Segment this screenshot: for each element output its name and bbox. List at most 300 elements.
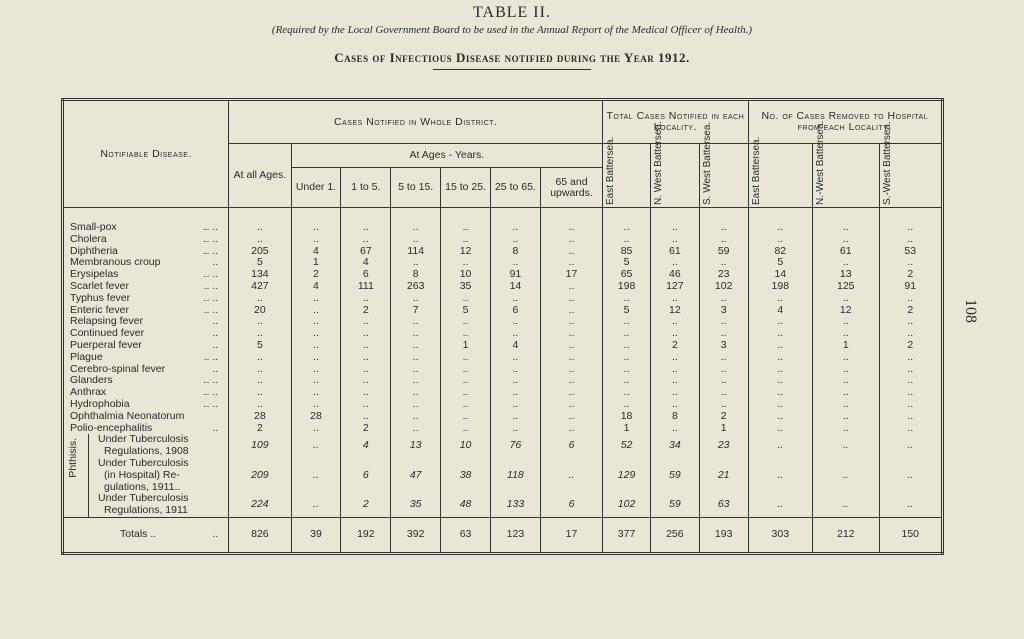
- disease-name: Small-pox: [70, 221, 117, 233]
- value-cell: 134: [229, 269, 291, 281]
- value-cell: 205: [229, 246, 291, 258]
- value-cell: ..: [441, 293, 491, 305]
- value-cell: ..: [813, 328, 879, 340]
- disease-name: Glanders: [70, 374, 113, 387]
- value-cell: ..: [879, 434, 943, 458]
- value-cell: ..: [748, 458, 812, 493]
- spacer-cell: [441, 208, 491, 223]
- value-cell: 85: [603, 246, 651, 258]
- age-header: Under 1.: [291, 168, 341, 208]
- total-cell: 392: [391, 517, 441, 553]
- value-cell: ..: [490, 316, 540, 328]
- value-cell: ..: [341, 340, 391, 352]
- value-cell: 224: [229, 493, 291, 517]
- value-cell: ..: [229, 234, 291, 246]
- value-cell: ..: [748, 493, 812, 517]
- phthisis-name-cell: [63, 493, 229, 517]
- value-cell: 114: [391, 246, 441, 258]
- spacer-cell: [650, 208, 699, 223]
- value-cell: 111: [341, 281, 391, 293]
- value-cell: ..: [603, 222, 651, 234]
- dot-leader: ..: [212, 256, 219, 269]
- value-cell: ..: [699, 328, 748, 340]
- table-row: [63, 375, 943, 387]
- value-cell: ..: [291, 234, 341, 246]
- value-cell: 91: [490, 269, 540, 281]
- removed-header-nwest: N.-West Battersea.: [813, 144, 879, 208]
- value-cell: 4: [490, 340, 540, 352]
- value-cell: 263: [391, 281, 441, 293]
- value-cell: 63: [699, 493, 748, 517]
- value-cell: ..: [813, 387, 879, 399]
- value-cell: ..: [813, 293, 879, 305]
- table-heading: Cases of Infectious Disease notified during the Year 1912.: [334, 50, 690, 65]
- value-cell: 46: [650, 269, 699, 281]
- age-header: 15 to 25.: [441, 168, 491, 208]
- phthisis-name-line: Regulations, 1908: [104, 445, 189, 458]
- value-cell: 10: [441, 434, 491, 458]
- value-cell: ..: [291, 352, 341, 364]
- value-cell: ..: [603, 364, 651, 376]
- table-row: [63, 352, 943, 364]
- value-cell: ..: [540, 423, 602, 435]
- value-cell: 109: [229, 434, 291, 458]
- value-cell: ..: [391, 399, 441, 411]
- value-cell: 4: [291, 281, 341, 293]
- value-cell: 118: [490, 458, 540, 493]
- value-cell: ..: [341, 328, 391, 340]
- spacer-cell: [63, 208, 229, 223]
- total-cell: 377: [603, 517, 651, 553]
- age-header: 65 and upwards.: [540, 168, 602, 208]
- value-cell: ..: [879, 222, 943, 234]
- phthisis-name-line: Regulations, 1911: [104, 504, 188, 517]
- value-cell: ..: [540, 411, 602, 423]
- total-cell: 256: [650, 517, 699, 553]
- value-cell: ..: [879, 375, 943, 387]
- value-cell: ..: [879, 423, 943, 435]
- value-cell: ..: [540, 234, 602, 246]
- value-cell: 14: [748, 269, 812, 281]
- value-cell: 4: [341, 257, 391, 269]
- value-cell: ..: [650, 387, 699, 399]
- phthisis-row: [63, 434, 943, 458]
- value-cell: 61: [813, 246, 879, 258]
- value-cell: ..: [813, 493, 879, 517]
- value-cell: 18: [603, 411, 651, 423]
- value-cell: ..: [490, 399, 540, 411]
- phthisis-name-cell: [63, 458, 229, 493]
- value-cell: 5: [229, 257, 291, 269]
- table-row: [63, 399, 943, 411]
- phthisis-name-line: (in Hospital) Re-: [104, 468, 180, 481]
- value-cell: 133: [490, 493, 540, 517]
- value-cell: 48: [441, 493, 491, 517]
- value-cell: ..: [879, 493, 943, 517]
- table-row: [63, 281, 943, 293]
- value-cell: ..: [879, 316, 943, 328]
- value-cell: ..: [391, 411, 441, 423]
- value-cell: 17: [540, 269, 602, 281]
- value-cell: ..: [490, 328, 540, 340]
- disease-name: Typhus fever: [70, 291, 131, 304]
- value-cell: 12: [650, 305, 699, 317]
- value-cell: 102: [603, 493, 651, 517]
- value-cell: ..: [603, 387, 651, 399]
- total-cell: 150: [879, 517, 943, 553]
- value-cell: ..: [341, 411, 391, 423]
- value-cell: 3: [699, 340, 748, 352]
- value-cell: ..: [699, 257, 748, 269]
- value-cell: ..: [650, 222, 699, 234]
- value-cell: ..: [699, 364, 748, 376]
- value-cell: ..: [391, 423, 441, 435]
- table-row: [63, 316, 943, 328]
- totals-row: [63, 517, 943, 553]
- value-cell: ..: [291, 340, 341, 352]
- dot-leader: ..: [212, 315, 219, 328]
- value-cell: ..: [748, 222, 812, 234]
- value-cell: ..: [291, 328, 341, 340]
- table-row: [63, 269, 943, 281]
- value-cell: ..: [490, 364, 540, 376]
- value-cell: ..: [650, 399, 699, 411]
- value-cell: ..: [540, 281, 602, 293]
- value-cell: ..: [748, 340, 812, 352]
- spacer-cell: [391, 208, 441, 223]
- dot-leader: ..: [212, 421, 219, 434]
- age-header: 25 to 65.: [490, 168, 540, 208]
- brace-line: [88, 434, 89, 458]
- value-cell: ..: [540, 364, 602, 376]
- spacer-cell: [699, 208, 748, 223]
- value-cell: ..: [540, 399, 602, 411]
- table-row: [63, 340, 943, 352]
- value-cell: ..: [650, 257, 699, 269]
- value-cell: ..: [603, 234, 651, 246]
- value-cell: ..: [229, 222, 291, 234]
- value-cell: ..: [748, 434, 812, 458]
- value-cell: ..: [229, 387, 291, 399]
- phthisis-row: [63, 493, 943, 517]
- value-cell: ..: [650, 234, 699, 246]
- value-cell: ..: [879, 293, 943, 305]
- value-cell: ..: [291, 316, 341, 328]
- value-cell: 12: [813, 305, 879, 317]
- total-locality-header: Total Cases Notified in each Locality.: [603, 100, 748, 144]
- age-header: 1 to 5.: [341, 168, 391, 208]
- value-cell: ..: [879, 364, 943, 376]
- value-cell: ..: [291, 387, 341, 399]
- value-cell: ..: [813, 257, 879, 269]
- value-cell: ..: [341, 293, 391, 305]
- value-cell: 8: [650, 411, 699, 423]
- table-row: [63, 305, 943, 317]
- value-cell: 38: [441, 458, 491, 493]
- value-cell: ..: [879, 458, 943, 493]
- value-cell: ..: [748, 328, 812, 340]
- value-cell: ..: [441, 234, 491, 246]
- value-cell: 7: [391, 305, 441, 317]
- table-title: TABLE II.: [473, 4, 551, 21]
- value-cell: ..: [441, 352, 491, 364]
- value-cell: 10: [441, 269, 491, 281]
- value-cell: ..: [540, 293, 602, 305]
- value-cell: 2: [341, 423, 391, 435]
- dot-leader: .. ..: [203, 244, 219, 257]
- value-cell: ..: [748, 234, 812, 246]
- spacer-cell: [879, 208, 943, 223]
- value-cell: ..: [490, 411, 540, 423]
- value-cell: 1: [291, 257, 341, 269]
- value-cell: ..: [441, 328, 491, 340]
- spacer-row: [63, 208, 943, 223]
- value-cell: ..: [813, 399, 879, 411]
- value-cell: ..: [540, 222, 602, 234]
- removed-header-swest: S.-West Battersea.: [879, 144, 943, 208]
- table-row: [63, 246, 943, 258]
- dot-leader: .. ..: [203, 397, 219, 410]
- value-cell: 12: [441, 246, 491, 258]
- value-cell: ..: [490, 387, 540, 399]
- value-cell: ..: [879, 411, 943, 423]
- value-cell: ..: [813, 423, 879, 435]
- value-cell: ..: [813, 434, 879, 458]
- value-cell: ..: [748, 364, 812, 376]
- value-cell: 34: [650, 434, 699, 458]
- value-cell: ..: [341, 352, 391, 364]
- value-cell: 2: [879, 340, 943, 352]
- disease-name: Relapsing fever: [70, 315, 143, 328]
- dot-leader: .. ..: [203, 268, 219, 281]
- dot-leader: .. ..: [203, 374, 219, 387]
- disease-name: Continued fever: [70, 327, 145, 340]
- value-cell: ..: [490, 375, 540, 387]
- value-cell: 2: [341, 493, 391, 517]
- value-cell: ..: [291, 305, 341, 317]
- value-cell: ..: [879, 387, 943, 399]
- value-cell: ..: [341, 316, 391, 328]
- value-cell: ..: [341, 399, 391, 411]
- disease-name: Cholera: [70, 232, 107, 245]
- value-cell: ..: [603, 399, 651, 411]
- disease-name: Polio-encephalitis: [70, 421, 153, 434]
- total-cell: 193: [699, 517, 748, 553]
- dot-leader: .. ..: [203, 291, 219, 304]
- disease-name: Ophthalmia Neonatorum: [70, 409, 185, 422]
- disease-name: Diphtheria: [70, 244, 118, 257]
- value-cell: ..: [490, 293, 540, 305]
- value-cell: ..: [391, 257, 441, 269]
- total-cell: 192: [341, 517, 391, 553]
- value-cell: ..: [879, 234, 943, 246]
- value-cell: 102: [699, 281, 748, 293]
- value-cell: ..: [229, 316, 291, 328]
- value-cell: 23: [699, 434, 748, 458]
- phthisis-row: [63, 458, 943, 493]
- value-cell: ..: [391, 364, 441, 376]
- value-cell: ..: [699, 222, 748, 234]
- value-cell: ..: [699, 316, 748, 328]
- value-cell: 47: [391, 458, 441, 493]
- value-cell: 59: [699, 246, 748, 258]
- value-cell: ..: [540, 387, 602, 399]
- value-cell: 59: [650, 493, 699, 517]
- value-cell: ..: [879, 328, 943, 340]
- value-cell: ..: [748, 411, 812, 423]
- value-cell: ..: [813, 364, 879, 376]
- value-cell: ..: [441, 375, 491, 387]
- value-cell: ..: [490, 257, 540, 269]
- value-cell: ..: [699, 293, 748, 305]
- value-cell: 6: [341, 458, 391, 493]
- value-cell: ..: [341, 387, 391, 399]
- value-cell: ..: [879, 352, 943, 364]
- disease-name: Enteric fever: [70, 303, 129, 316]
- value-cell: ..: [391, 293, 441, 305]
- value-cell: ..: [540, 375, 602, 387]
- brace-line: [88, 493, 89, 517]
- value-cell: ..: [229, 352, 291, 364]
- table-row: [63, 257, 943, 269]
- value-cell: ..: [441, 316, 491, 328]
- value-cell: ..: [813, 352, 879, 364]
- value-cell: ..: [650, 423, 699, 435]
- value-cell: ..: [441, 222, 491, 234]
- value-cell: ..: [291, 493, 341, 517]
- value-cell: 28: [229, 411, 291, 423]
- value-cell: ..: [341, 222, 391, 234]
- spacer-cell: [229, 208, 291, 223]
- removed-header: No. of Cases Removed to Hospital from each Locality.: [748, 100, 942, 144]
- value-cell: ..: [813, 222, 879, 234]
- value-cell: ..: [748, 293, 812, 305]
- spacer-cell: [748, 208, 812, 223]
- value-cell: 23: [699, 269, 748, 281]
- total-cell: 63: [441, 517, 491, 553]
- totals-name-cell: [63, 517, 229, 553]
- value-cell: ..: [490, 234, 540, 246]
- value-cell: ..: [813, 316, 879, 328]
- dot-leader: .. ..: [203, 221, 219, 233]
- age-header: 5 to 15.: [391, 168, 441, 208]
- value-cell: ..: [291, 458, 341, 493]
- value-cell: ..: [229, 293, 291, 305]
- value-cell: 2: [879, 305, 943, 317]
- value-cell: ..: [229, 328, 291, 340]
- value-cell: ..: [748, 387, 812, 399]
- value-cell: ..: [540, 257, 602, 269]
- value-cell: 5: [441, 305, 491, 317]
- at-ages-header: At Ages - Years.: [291, 144, 603, 168]
- total-cell: 303: [748, 517, 812, 553]
- value-cell: 125: [813, 281, 879, 293]
- value-cell: ..: [813, 234, 879, 246]
- value-cell: ..: [229, 375, 291, 387]
- dot-leader: .. ..: [203, 279, 219, 292]
- value-cell: 2: [341, 305, 391, 317]
- value-cell: ..: [603, 340, 651, 352]
- value-cell: ..: [650, 375, 699, 387]
- value-cell: ..: [650, 316, 699, 328]
- value-cell: ..: [341, 234, 391, 246]
- value-cell: 3: [699, 305, 748, 317]
- value-cell: 13: [813, 269, 879, 281]
- value-cell: ..: [441, 399, 491, 411]
- table-row: [63, 328, 943, 340]
- page-number: 108: [962, 299, 979, 323]
- phthisis-name-line: Under Tuberculosis: [98, 492, 189, 505]
- value-cell: ..: [441, 387, 491, 399]
- value-cell: 8: [490, 246, 540, 258]
- value-cell: ..: [341, 364, 391, 376]
- value-cell: ..: [391, 328, 441, 340]
- value-cell: ..: [391, 222, 441, 234]
- value-cell: ..: [603, 316, 651, 328]
- value-cell: 28: [291, 411, 341, 423]
- value-cell: 65: [603, 269, 651, 281]
- value-cell: ..: [391, 375, 441, 387]
- value-cell: 5: [229, 340, 291, 352]
- value-cell: 52: [603, 434, 651, 458]
- value-cell: ..: [291, 423, 341, 435]
- value-cell: 35: [391, 493, 441, 517]
- locality-header-nwest: N. West Battersea.: [650, 144, 699, 208]
- table-body: [63, 208, 943, 554]
- disease-name: Plague: [70, 350, 103, 363]
- value-cell: ..: [813, 411, 879, 423]
- removed-header-east: East Battersea.: [748, 144, 812, 208]
- all-ages-header: At all Ages.: [229, 144, 291, 208]
- spacer-cell: [341, 208, 391, 223]
- disease-name: Hydrophobia: [70, 397, 130, 410]
- value-cell: 6: [341, 269, 391, 281]
- value-cell: ..: [603, 293, 651, 305]
- value-cell: ..: [748, 375, 812, 387]
- value-cell: ..: [650, 352, 699, 364]
- value-cell: ..: [291, 399, 341, 411]
- value-cell: 53: [879, 246, 943, 258]
- value-cell: ..: [391, 234, 441, 246]
- value-cell: 67: [341, 246, 391, 258]
- disease-name: Cerebro-spinal fever: [70, 362, 166, 375]
- disease-name: Anthrax: [70, 386, 107, 399]
- value-cell: ..: [748, 352, 812, 364]
- value-cell: 209: [229, 458, 291, 493]
- value-cell: ..: [490, 423, 540, 435]
- value-cell: ..: [441, 257, 491, 269]
- table-row: [63, 222, 943, 234]
- value-cell: ..: [540, 246, 602, 258]
- value-cell: ..: [490, 352, 540, 364]
- value-cell: ..: [540, 340, 602, 352]
- value-cell: ..: [490, 222, 540, 234]
- value-cell: ..: [391, 352, 441, 364]
- dot-leader: .. ..: [203, 386, 219, 399]
- value-cell: ..: [291, 434, 341, 458]
- value-cell: 4: [341, 434, 391, 458]
- value-cell: 2: [699, 411, 748, 423]
- disease-header: Notifiable Disease.: [63, 100, 229, 208]
- value-cell: ..: [391, 387, 441, 399]
- value-cell: ..: [540, 305, 602, 317]
- spacer-cell: [603, 208, 651, 223]
- value-cell: ..: [229, 399, 291, 411]
- value-cell: ..: [699, 375, 748, 387]
- value-cell: ..: [813, 458, 879, 493]
- value-cell: ..: [291, 222, 341, 234]
- value-cell: ..: [603, 352, 651, 364]
